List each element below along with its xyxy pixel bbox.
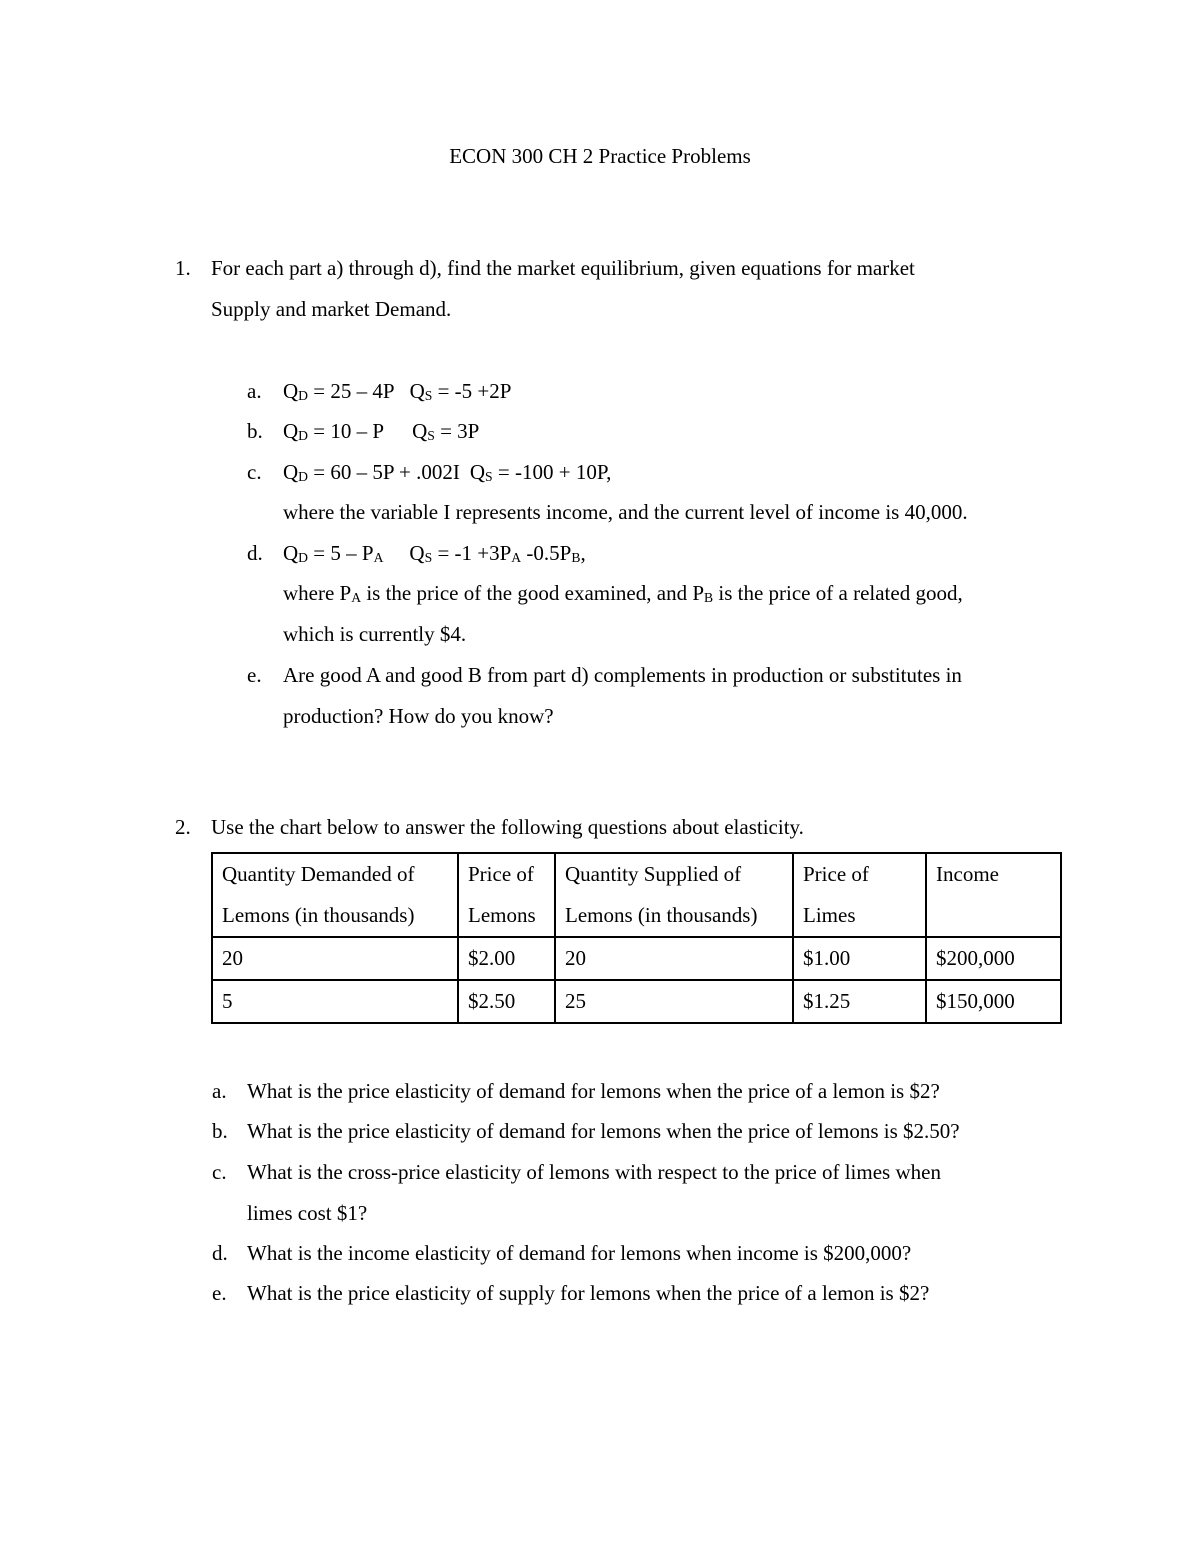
- q1c-label: c.: [247, 460, 262, 484]
- table-row: [212, 937, 1061, 980]
- table-cell: $2.00: [458, 937, 555, 980]
- q2e-text: What is the price elasticity of supply for lemons when the price of a lemon is $2?: [247, 1281, 930, 1305]
- header-qty-supplied: Quantity Supplied of Lemons (in thousands): [555, 853, 793, 937]
- q2d-text: What is the income elasticity of demand for lemons when income is $200,000?: [247, 1241, 912, 1265]
- q2c-label: c.: [212, 1160, 227, 1184]
- q2b-label: b.: [212, 1119, 228, 1143]
- q2a-text: What is the price elasticity of demand for lemons when the price of a lemon is $2?: [247, 1079, 940, 1103]
- q2-intro: Use the chart below to answer the following questions about elasticity.: [211, 815, 804, 839]
- q2a-label: a.: [212, 1079, 227, 1103]
- header-qty-demanded: Quantity Demanded of Lemons (in thousands): [212, 853, 458, 937]
- table-cell: $1.25: [793, 980, 926, 1023]
- q1a-label: a.: [247, 379, 262, 403]
- header-income: Income: [926, 853, 1061, 937]
- q1d-label: d.: [247, 541, 263, 565]
- q2e-label: e.: [212, 1281, 227, 1305]
- table-cell: 20: [555, 937, 793, 980]
- table-row: [212, 980, 1061, 1023]
- q1a-equation: $Q_D = 25 - 4P$ $Q_S = -5 +2P$: [283, 379, 512, 404]
- q1e-text-line1: Are good A and good B from part d) complements in production or substitutes in: [283, 663, 962, 687]
- q2b-text: What is the price elasticity of demand for lemons when the price of lemons is $2.50?: [247, 1119, 960, 1143]
- table-cell: $2.50: [458, 980, 555, 1023]
- table-cell: $150,000: [926, 980, 1061, 1023]
- elasticity-table: [211, 852, 1062, 1024]
- header-price-lemons: Price of Lemons: [458, 853, 555, 937]
- q2c-text-line1: What is the cross-price elasticity of lemons with respect to the price of limes when: [247, 1160, 941, 1184]
- q1-text-line1: For each part a) through d), find the market equilibrium, given equations for market: [211, 256, 915, 280]
- q1b-label: b.: [247, 419, 263, 443]
- q2d-label: d.: [212, 1241, 228, 1265]
- table-cell: 20: [212, 937, 458, 980]
- q2c-text-line2: limes cost $1?: [247, 1201, 368, 1225]
- table-cell: $1.00: [793, 937, 926, 980]
- page-title: ECON 300 CH 2 Practice Problems: [449, 144, 751, 168]
- q1-text-line2: Supply and market Demand.: [211, 297, 452, 321]
- q2-number: 2.: [175, 815, 191, 839]
- q1d-note-line1: where $P_A$ is the price of the good examined, and $P_B$ is the price of a related good,: [283, 581, 963, 606]
- q1c-note: where the variable I represents income, and the current level of income is 40,000.: [283, 500, 968, 524]
- q1d-equation: $Q_D = 5 - P_A$ $Q_S = -1 +3P_A$ $-0.5P_B$,: [283, 541, 586, 566]
- header-price-limes: Price of Limes: [793, 853, 926, 937]
- q1c-equation: $Q_D = 60 - 5P + .002I$ $Q_S = -100 + 10P$,: [283, 460, 612, 485]
- q1e-label: e.: [247, 663, 262, 687]
- table-cell: $200,000: [926, 937, 1061, 980]
- table-cell: 25: [555, 980, 793, 1023]
- q1d-note-line2: which is currently $4.: [283, 622, 467, 646]
- q1e-text-line2: production? How do you know?: [283, 704, 554, 728]
- q1b-equation: $Q_D = 10 - P$ $Q_S = 3P$: [283, 419, 480, 444]
- table-header-row: [212, 853, 1061, 937]
- table-cell: 5: [212, 980, 458, 1023]
- q1-number: 1.: [175, 256, 191, 280]
